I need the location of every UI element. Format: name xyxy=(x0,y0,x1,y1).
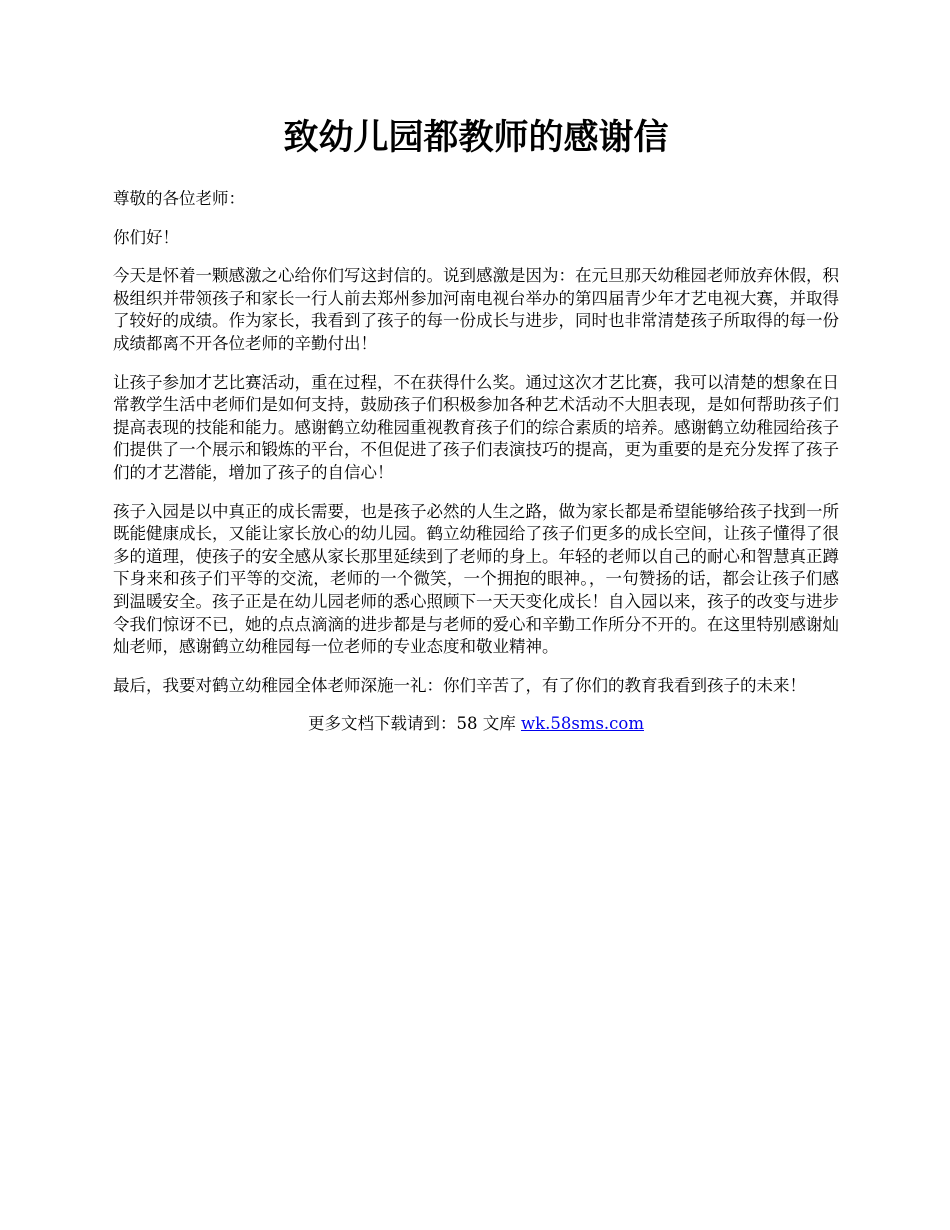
document-title: 致幼儿园都教师的感谢信 xyxy=(283,117,669,158)
footer-text: 更多文档下载请到：58 文库 xyxy=(307,714,521,734)
paragraph-3: 孩子入园是以中真正的成长需要，也是孩子必然的人生之路，做为家长都是希望能够给孩子找到一所既能健康成长，又能让家长放心的幼儿园。鹤立幼稚园给了孩子们更多的成长空间，让孩子懂得了很多的道理，使孩子的安全感从家长那里延续到了老师的身上。年轻的老师以自己的耐心和智慧真正蹲下身来和孩子们平等的交流，老师的一个微笑，一个拥抱的眼神。，一句赞扬的话，都会让孩子们感到温暖安全。孩子正是在幼儿园老师的悉心照顾下一天天变化成长！自入园以来，孩子的改变与进步令我们惊讶不已，她的点点滴滴的进步都是与老师的爱心和辛勤工作所分不开的。在这里特别感谢灿灿老师，感谢鹤立幼稚园每一位老师的专业态度和敬业精神。 xyxy=(113,501,839,657)
paragraph-1: 今天是怀着一颗感激之心给你们写这封信的。说到感激是因为：在元旦那天幼稚园老师放弃休假，积极组织并带领孩子和家长一行人前去郑州参加河南电视台举办的第四届青少年才艺电视大赛，并取得了较好的成绩。作为家长，我看到了孩子的每一份成长与进步，同时也非常清楚孩子所取得的每一份成绩都离不开各位老师的辛勤付出！ xyxy=(113,266,839,353)
paragraph-2: 让孩子参加才艺比赛活动，重在过程，不在获得什么奖。通过这次才艺比赛，我可以清楚的想象在日常教学生活中老师们是如何支持，鼓励孩子们积极参加各种艺术活动不大胆表现，是如何帮助孩子们提高表现的技能和能力。感谢鹤立幼稚园重视教育孩子们的综合素质的培养。感谢鹤立幼稚园给孩子们提供了一个展示和锻炼的平台，不但促进了孩子们表演技巧的提高，更为重要的是充分发挥了孩子们的才艺潜能，增加了孩子的自信心！ xyxy=(113,372,839,482)
paragraph-4: 最后，我要对鹤立幼稚园全体老师深施一礼：你们辛苦了，有了你们的教育我看到孩子的未来！ xyxy=(113,675,806,695)
footer-link[interactable]: wk.58sms.com xyxy=(520,714,644,734)
document-page xyxy=(113,110,839,736)
greeting: 你们好！ xyxy=(113,227,179,247)
salutation: 尊敬的各位老师： xyxy=(113,189,245,208)
footer xyxy=(113,713,839,736)
